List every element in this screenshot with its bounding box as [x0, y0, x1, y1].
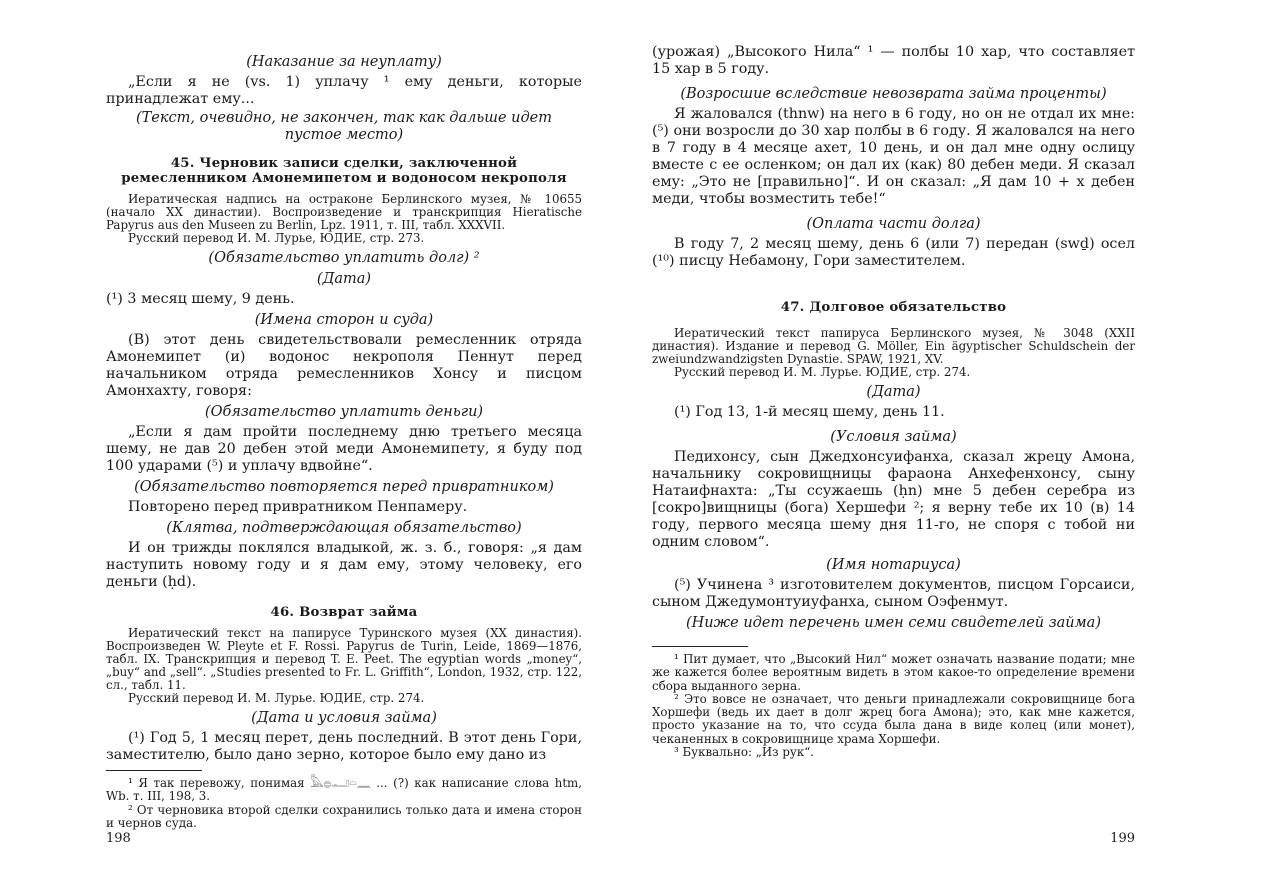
section-heading: (Наказание за неуплату) [246, 54, 442, 70]
paragraph: И он трижды поклялся владыкой, ж. з. б., говоря: „я дам наступить новому году и я дам ему, этому человеку, его деньги (ḥd). [106, 540, 582, 590]
footnote-divider [652, 646, 748, 647]
source-text: Иератический текст папируса Берлинского музея, № 3048 (XXII династия). Издание и перевод G. Möller, Ein ägyptischer Schuldschein der zweiundzwandzigsten Dynastie. SPAW, 1921, XV. [652, 326, 1135, 366]
source-text: Иератическая надпись на остраконе Берлинского музея, № 10655 (начало XX династии). Воспроизведение и транскрипция Hieratische Papyrus aus den Museen zu Berlin, Lpz. 1911, т. III, табл. XXXVII. [106, 192, 582, 232]
section-heading: (Ниже идет перечень имен семи свидетелей займа) [686, 615, 1101, 631]
translation-note: Русский перевод И. М. Лурье, ЮДИЕ, стр. 273. [128, 231, 425, 245]
paragraph: Я жаловался (thnw) на него в 6 году, но он не отдал их мне: (⁵) они возросли до 30 хар полбы в 6 году. Я жаловался на него в 7 году в 4 месяце ахет, 10 день, и он дал мне одну ослицу вместе с ее осленком; он дал их (как) 80 дебен меди. Я сказал ему: „Это не [правильно]“. И он сказал: „Я дам 10 + x дебен меди, чтобы возместить тебе!“ [652, 106, 1135, 207]
section-heading: (Имена сторон и суда) [254, 312, 434, 328]
paragraph: (урожая) „Высокого Нила“ ¹ — полбы 10 хар, что составляет 15 хар в 5 году. [652, 44, 1135, 77]
section-heading: (Имя нотариуса) [826, 557, 961, 573]
paragraph: Повторено перед привратником Пенпамеру. [128, 499, 468, 515]
footnote: ¹ Пит думает, что „Высокий Нил“ может означать название подати; мне же кажется более вероятным видеть в этом какое-то определение времени сбора выданного зерна. [652, 652, 1135, 693]
page-number: 198 [106, 831, 131, 846]
document-title-46: 46. Возврат займа [270, 605, 418, 620]
translation-note: Русский перевод И. М. Лурье. ЮДИЕ, стр. 274. [674, 365, 971, 379]
paragraph: Педихонсу, сын Джедхонсуифанха, сказал жрецу Амона, начальнику сокровищницы фараона Анхефенхонсу, сыну Натаифнахта: „Ты ссужаешь (ḥn) мне 5 дебен серебра из [сокро]вищницы (бога) Хершефи ²; я верну тебе их 10 (в) 14 году, первого месяца шему дня 11-го, не споря с тобой ни одним словом“. [652, 449, 1135, 550]
section-heading: (Дата) [866, 384, 921, 400]
section-heading: (Дата) [316, 271, 372, 287]
section-heading: (Обязательство повторяется перед привратником) [134, 479, 554, 495]
paragraph: (В) этот день свидетельствовали ремесленник отряда Амонемипет (и) водонос некрополя Пеннут перед начальником отряда ремесленников Хонсу и писцом Амонхахту, говоря: [106, 332, 582, 399]
source-note-46 [106, 627, 582, 705]
section-heading: (Текст, очевидно, не закончен, так как дальше идет пустое место) [135, 110, 553, 143]
document-title-47: 47. Долговое обязательство [780, 300, 1007, 315]
right-page [632, 0, 1263, 893]
paragraph: „Если я дам пройти последнему дню третьего месяца шему, не дав 20 дебен этой меди Амонемипету, я буду под 100 ударами (⁵) и уплачу вдвойне“. [106, 424, 582, 474]
paragraph: (⁵) Учинена ³ изготовителем документов, писцом Горсаиси, сыном Джедумонтуиуфанха, сыном Оэфенмут. [652, 577, 1135, 610]
page-number: 199 [1110, 831, 1135, 846]
paragraph: (¹) Год 5, 1 месяц перет, день последний. В этот день Гори, заместителю, было дано зерно, которое было ему дано из [106, 730, 582, 763]
section-heading: (Обязательство уплатить деньги) [204, 404, 484, 420]
translation-note: Русский перевод И. М. Лурье. ЮДИЕ, стр. 274. [128, 691, 425, 705]
source-note-47 [652, 327, 1135, 379]
paragraph: В году 7, 2 месяц шему, день 6 (или 7) передан (swḏ) осел (¹⁰) писцу Небамону, Гори заместителем. [652, 236, 1135, 269]
paragraph: (¹) Год 13, 1-й месяц шему, день 11. [674, 404, 945, 420]
footnote: ¹ Я так перевожу, понимая 𓅓𓐍𓂝𓏏𓈖 ... (?) как написание слова htm, Wb. т. III, 198, 3. [106, 776, 582, 804]
section-heading: (Оплата части долга) [806, 216, 981, 232]
document-title-45: 45. Черновик записи сделки, заключенной ремесленником Амонемипетом и водоносом некрополя [121, 156, 567, 186]
footnote: ³ Буквально: „Из рук“. [674, 745, 814, 760]
source-note-45 [106, 193, 582, 245]
section-heading: (Обязательство уплатить долг) ² [208, 250, 480, 266]
paragraph: (¹) 3 месяц шему, 9 день. [106, 291, 295, 307]
footnote: ² Это вовсе не означает, что деньги принадлежали сокровищнице бога Хоршефи (ведь их дает в долг жрец бога Амона); это, как мне кажется, просто указание на то, что ссуда была дана в виде колец (или монет), чеканенных в сокровищнице храма Хоршефи. [652, 691, 1135, 746]
section-heading: (Дата и условия займа) [251, 710, 437, 726]
footnote: ² От черновика второй сделки сохранились только дата и имена сторон и чернов суда. [106, 802, 582, 830]
section-heading: (Условия займа) [830, 429, 957, 445]
section-heading: (Клятва, подтверждающая обязательство) [166, 520, 522, 536]
source-text: Иератический текст на папирусе Туринского музея (XX династия). Воспроизведен W. Pleyte et F. Rossi. Papyrus de Turin, Leide, 1869—1876, табл. IX. Транскрипция и перевод T. E. Peet. The egyptian words „money“, „buy“ and „sell“. „Studies presented to Fr. L. Griffith“, London, 1932, стр. 122, сл., табл. 11. [106, 626, 582, 692]
footnote-divider [106, 770, 202, 771]
section-heading: (Возросшие вследствие невозврата займа проценты) [680, 86, 1107, 102]
paragraph: „Если я не (vs. 1) уплачу ¹ ему деньги, которые принадлежат ему... [106, 74, 582, 107]
